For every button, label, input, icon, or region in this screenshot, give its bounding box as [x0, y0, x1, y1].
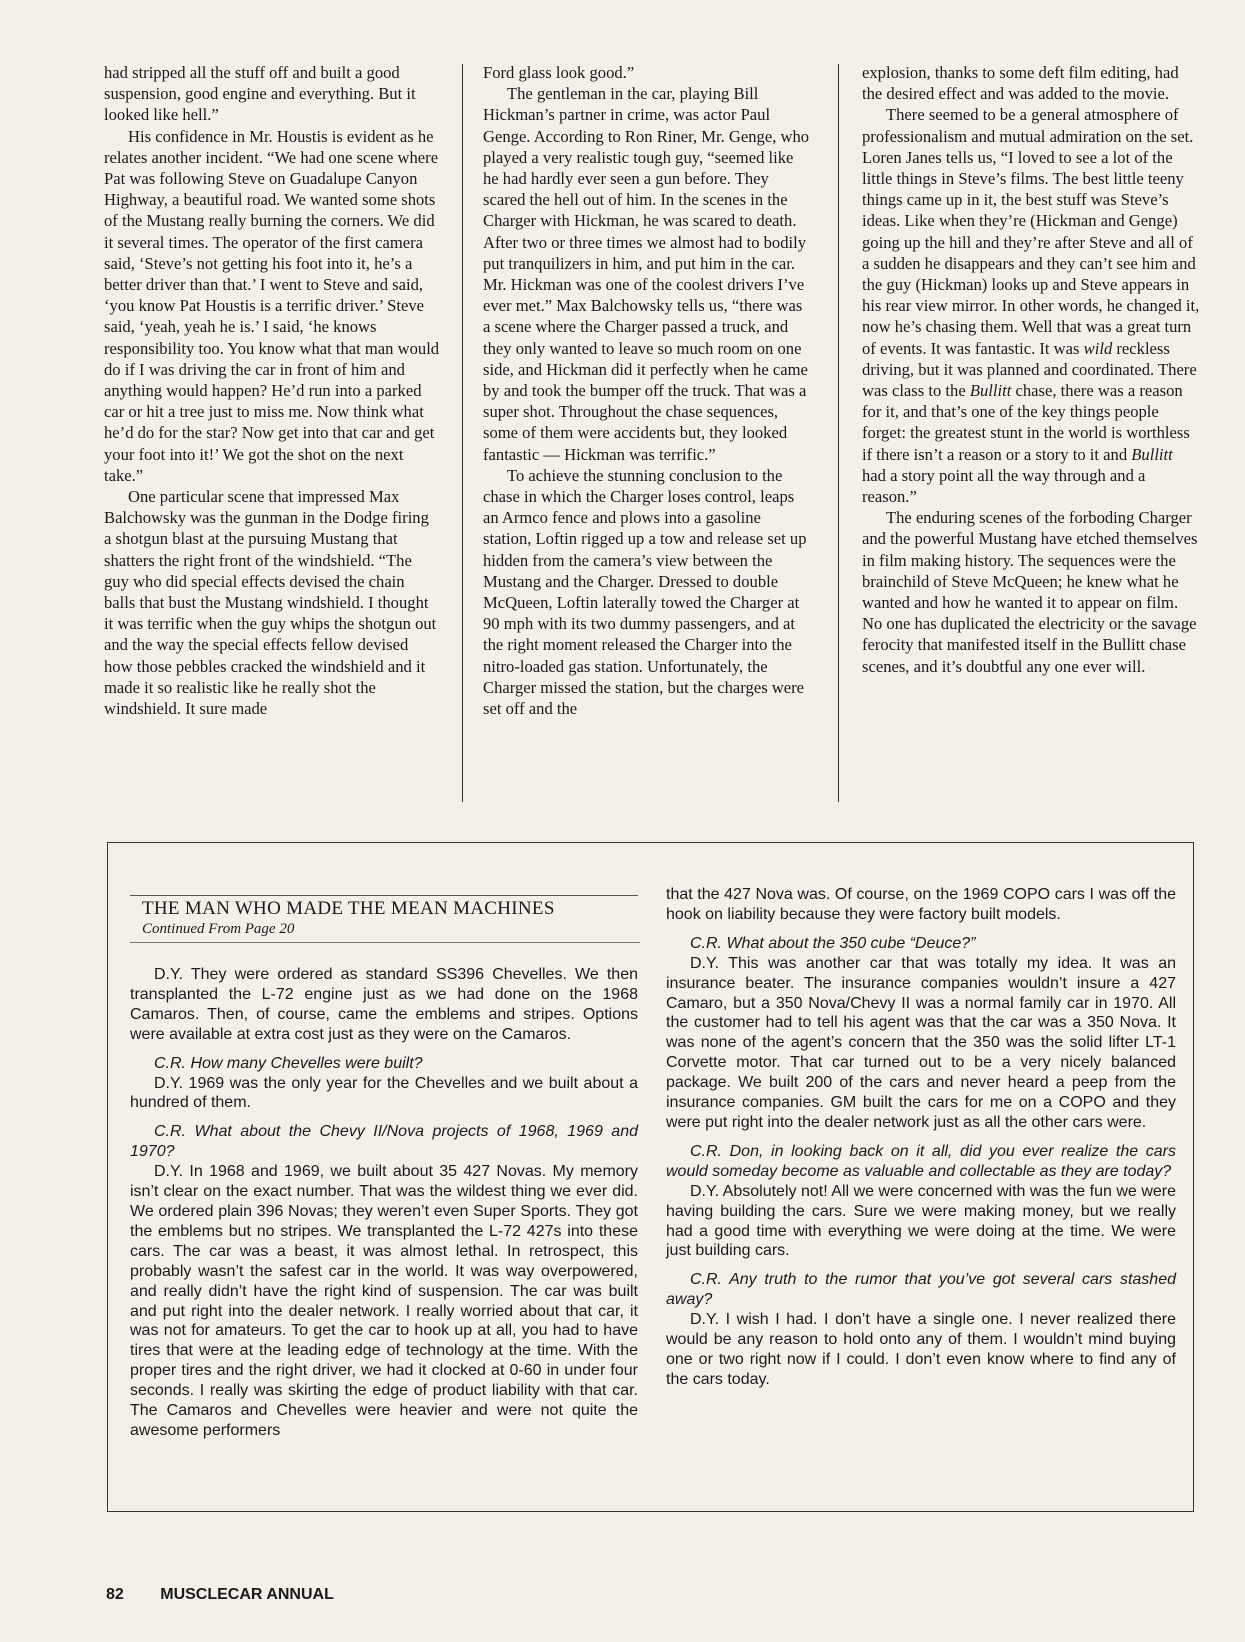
heading-rule [130, 942, 640, 943]
text-run: There seemed to be a general atmosphere of professionalism and mutual admiration on the set. Loren Janes tells us, “I loved to see a lot of the little things in Steve’s films. The best little teeny things came up in it, the best stuff was Steve’s ideas. Like when they’re (Hickman and Genge) going up the hill and they’re after Steve and all of a sudden he disappears and they can’t see him and the guy (Hickman) looks up and Steve appears in his rear view mirror. In other words, he changed it, now he’s chasing them. Well that was a great turn of events. It was fantastic. It was [862, 105, 1200, 358]
sidebar-title: THE MAN WHO MADE THE MEAN MACHINES [142, 898, 555, 919]
sidebar-body-right [666, 885, 1176, 1390]
article-column-1 [104, 62, 440, 719]
interview-answer: D.Y. This was another car that was totally my idea. It was an insurance beater. The insurance companies wouldn’t insure a 427 Camaro, but a 350 Nova/Chevy II was a normal family car in 1970. All the customer had to tell his agent was that the car was a 350 Nova. It was none of the agent’s concern that the 350 was the solid lifter LT-1 Corvette motor. That car turned out to be a very nicely balanced package. We built 200 of the cars and never heard a peep from the insurance companies. GM built the cars for me on a COPO and they were put right into the dealer network just as all the other cars were. [666, 954, 1176, 1131]
interview-answer: D.Y. They were ordered as standard SS396 Chevelles. We then transplanted the L-72 engine just as we had done on the 1968 Camaros. Then, of course, came the emblems and stripes. Options were available at extra cost just as they were on the Camaros. [130, 966, 638, 1043]
interview-question: C.R. What about the Chevy II/Nova projects of 1968, 1969 and 1970? [130, 1123, 638, 1161]
article-paragraph: One particular scene that impressed Max Balchowsky was the gunman in the Dodge firing a shotgun blast at the pursuing Mustang that shatters the right front of the windshield. “The guy who did special effects devised the chain balls that bust the Mustang windshield. I thought it was terrific when the guy whips the shotgun out and the way the special effects fellow devised how those pebbles cracked the windshield and it made it so realistic like he really shot the windshield. It sure made [104, 487, 437, 719]
interview-answer: D.Y. 1969 was the only year for the Chevelles and we built about a hundred of them. [130, 1074, 638, 1112]
article-column-3 [862, 62, 1200, 677]
interview-question: C.R. Any truth to the rumor that you’ve got several cars stashed away? [666, 1271, 1176, 1309]
article-paragraph: Ford glass look good.” [483, 63, 635, 82]
article-paragraph: His confidence in Mr. Houstis is evident as he relates another incident. “We had one scene where Pat was following Steve on Guadalupe Canyon Highway, a beautiful road. We wanted some shots of the Mustang really burning the corners. We did it several times. The operator of the first camera said, ‘Steve’s not getting his foot into it, he’s a better driver than that.’ I went to Steve and said, ‘you know Pat Houstis is a terrific driver.’ Steve said, ‘yeah, yeah he is.’ I said, ‘he knows responsibility too. You know what that man would do if I was driving the car in front of him and anything would happen? He’d run into a parked car or hit a tree just to miss me. Now think what he’d do for the star? Now get into that car and get your foot into it!’ We got the shot on the next take.” [104, 126, 440, 485]
emphasis: wild [1083, 338, 1113, 358]
article-paragraph [862, 104, 1200, 507]
article-paragraph: had stripped all the stuff off and built a good suspension, good engine and everything. But it looked like hell.” [104, 63, 416, 125]
article-paragraph: The enduring scenes of the forboding Charger and the powerful Mustang have etched themselves in film making history. The sequences were the brainchild of Steve McQueen; he knew what he wanted and how he wanted it to appear on film. No one has duplicated the electricity or the savage ferocity that manifested itself in the Bullitt chase scenes, and it’s doubtful any one ever will. [862, 508, 1198, 676]
interview-answer: that the 427 Nova was. Of course, on the 1969 COPO cars I was off the hook on liability because they were factory built models. [666, 886, 1176, 923]
interview-answer: D.Y. I wish I had. I don’t have a single one. I never realized there would be any reason to hold onto any of them. I wouldn’t mind buying one or two right now if I could. I don’t even know where to find any of the cars today. [666, 1311, 1176, 1388]
text-run: reckless driving, but it was planned and coordinated. There was class to the [862, 338, 1197, 401]
interview-answer: D.Y. Absolutely not! All we were concerned with was the fun we were having building the cars. Sure we were making money, but we really had a good time with everything we were doing at the time. We were just building cars. [666, 1182, 1176, 1260]
sidebar-column-left [130, 895, 638, 1441]
column-divider [838, 64, 839, 802]
publication-name: MUSCLECAR ANNUAL [160, 1586, 334, 1603]
sidebar-column-right [666, 885, 1176, 1390]
sidebar-body-left [130, 965, 638, 1441]
interview-question: C.R. How many Chevelles were built? [154, 1054, 423, 1072]
sidebar-subtitle: Continued From Page 20 [142, 921, 295, 937]
column-divider [462, 64, 463, 802]
emphasis: Bullitt [969, 381, 1012, 401]
article-paragraph: The gentleman in the car, playing Bill Hickman’s partner in crime, was actor Paul Genge. According to Ron Riner, Mr. Genge, who played a very realistic tough guy, “seemed like he had hardly ever seen a gun before. They scared the hell out of him. In the scenes in the Charger with Hickman, he was scared to death. After two or three times we almost had to bodily put tranquilizers in him, and put him in the car. Mr. Hickman was one of the coolest drivers I’ve ever met.” Max Balchowsky tells us, “there was a scene where the Charger passed a truck, and they only wanted to leave so much room on one side, and Hickman did it perfectly when he came by and took the bumper off the truck. That was a super shot. Throughout the chase sequences, some of them were accidents but, they looked fantastic — Hickman was terrific.” [483, 84, 810, 464]
article-paragraph: To achieve the stunning conclusion to the chase in which the Charger loses control, leaps an Armco fence and plows into a gasoline station, Loftin rigged up a tow and release set up hidden from the camera’s view between the Mustang and the Charger. Dressed to double McQueen, Loftin laterally towed the Charger at 90 mph with its two dummy passengers, and at the right moment released the Charger into the nitro-loaded gas station. Unfortunately, the Charger missed the station, but the charges were set off and the [483, 465, 807, 719]
sidebar-box [107, 842, 1194, 1512]
page-footer [106, 1586, 366, 1604]
text-run: chase, there was a reason for it, and that’s one of the key things people forget: the greatest stunt in the world is worthless if there isn’t a reason or a story to it and [862, 381, 1190, 464]
interview-answer: D.Y. In 1968 and 1969, we built about 35 427 Novas. My memory isn’t clear on the exact number. That was the wildest thing we ever did. We ordered plain 396 Novas; they weren’t even Super Sports. They got the emblems but no stripes. We transplanted the L-72 427s into these cars. The car was a beast, it was almost lethal. In retrospect, this probably wasn’t the safest car in the world. It was way overpowered, and really didn’t have the right kind of suspension. The car was built and put right into the dealer network. I really worried about that car, it was not for amateurs. To get the car to hook up at all, you had to have tires that were at the leading edge of technology at the time. With the proper tires and the right driver, we had it clocked at 0-60 in under four seconds. I really was skirting the edge of product liability with that car. The Camaros and Chevelles were heavier and were not quite the awesome performers [130, 1163, 638, 1439]
page-number: 82 [106, 1586, 124, 1603]
interview-question: C.R. What about the 350 cube “Deuce?” [690, 934, 976, 952]
article-column-2 [483, 62, 813, 719]
text-run: had a story point all the way through and a reason.” [862, 465, 1146, 507]
article-paragraph: explosion, thanks to some deft film editing, had the desired effect and was added to the movie. [862, 63, 1179, 104]
interview-question: C.R. Don, in looking back on it all, did you ever realize the cars would someday become as valuable and collectable as they are today? [666, 1142, 1176, 1180]
emphasis: Bullitt [1131, 444, 1173, 464]
heading-rule [130, 895, 638, 896]
